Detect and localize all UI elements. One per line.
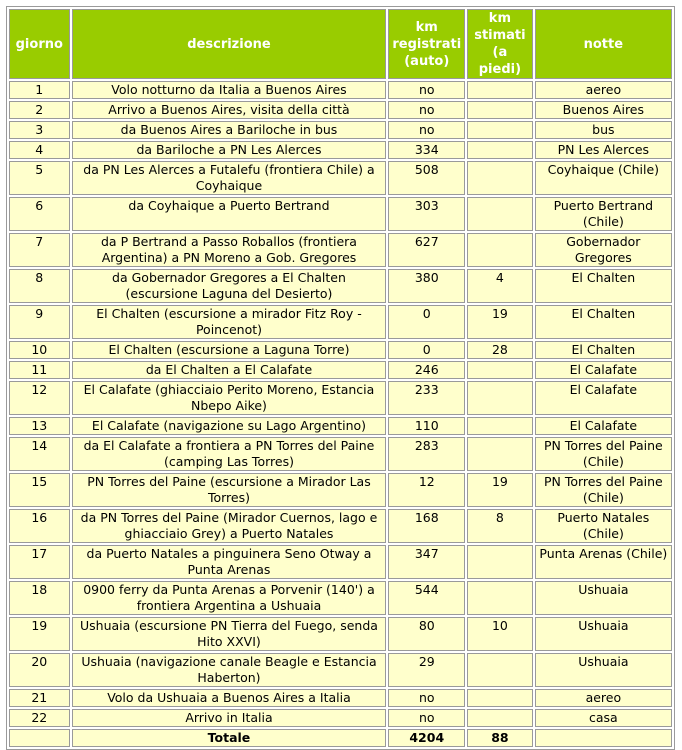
cell-notte: El Chalten xyxy=(535,305,672,339)
cell-km-auto: no xyxy=(388,101,465,119)
table-row xyxy=(9,161,672,195)
cell-giorno: 8 xyxy=(9,269,70,303)
cell-giorno: 13 xyxy=(9,417,70,435)
table-row xyxy=(9,141,672,159)
cell-giorno: 6 xyxy=(9,197,70,231)
table-row xyxy=(9,617,672,651)
total-empty-cell xyxy=(535,729,672,747)
table-row xyxy=(9,341,672,359)
cell-giorno: 21 xyxy=(9,689,70,707)
cell-km-piedi xyxy=(467,101,533,119)
total-km-auto: 4204 xyxy=(388,729,465,747)
cell-descrizione: da PN Torres del Paine (Mirador Cuernos, lago e ghiacciaio Grey) a Puerto Natales xyxy=(72,509,387,543)
cell-giorno: 16 xyxy=(9,509,70,543)
cell-giorno: 4 xyxy=(9,141,70,159)
cell-km-piedi xyxy=(467,417,533,435)
table-row xyxy=(9,689,672,707)
cell-notte: PN Torres del Paine (Chile) xyxy=(535,437,672,471)
cell-km-auto: no xyxy=(388,689,465,707)
table-row xyxy=(9,121,672,139)
cell-giorno: 15 xyxy=(9,473,70,507)
cell-notte: El Calafate xyxy=(535,417,672,435)
cell-descrizione: da El Chalten a El Calafate xyxy=(72,361,387,379)
cell-descrizione: Arrivo in Italia xyxy=(72,709,387,727)
header-km-piedi: km stimati (a piedi) xyxy=(467,9,533,79)
cell-km-auto: 110 xyxy=(388,417,465,435)
cell-km-piedi xyxy=(467,161,533,195)
cell-notte: El Chalten xyxy=(535,269,672,303)
cell-descrizione: Volo notturno da Italia a Buenos Aires xyxy=(72,81,387,99)
cell-km-auto: 246 xyxy=(388,361,465,379)
cell-notte: El Calafate xyxy=(535,381,672,415)
cell-notte: Gobernador Gregores xyxy=(535,233,672,267)
cell-notte: El Calafate xyxy=(535,361,672,379)
cell-km-auto: 283 xyxy=(388,437,465,471)
cell-notte: Puerto Bertrand (Chile) xyxy=(535,197,672,231)
header-giorno: giorno xyxy=(9,9,70,79)
cell-descrizione: da Gobernador Gregores a El Chalten (escursione Laguna del Desierto) xyxy=(72,269,387,303)
table-row xyxy=(9,233,672,267)
table-row xyxy=(9,709,672,727)
table-row xyxy=(9,417,672,435)
table-row xyxy=(9,381,672,415)
cell-km-auto: no xyxy=(388,81,465,99)
cell-km-piedi: 19 xyxy=(467,305,533,339)
cell-km-auto: 544 xyxy=(388,581,465,615)
cell-km-piedi xyxy=(467,689,533,707)
table-row xyxy=(9,197,672,231)
cell-giorno: 12 xyxy=(9,381,70,415)
total-empty-cell xyxy=(9,729,70,747)
cell-km-piedi xyxy=(467,141,533,159)
cell-descrizione: El Chalten (escursione a mirador Fitz Roy - Poincenot) xyxy=(72,305,387,339)
cell-notte: aereo xyxy=(535,81,672,99)
cell-descrizione: Volo da Ushuaia a Buenos Aires a Italia xyxy=(72,689,387,707)
cell-descrizione: Ushuaia (escursione PN Tierra del Fuego, senda Hito XXVI) xyxy=(72,617,387,651)
cell-km-piedi: 8 xyxy=(467,509,533,543)
table-row xyxy=(9,437,672,471)
cell-km-piedi xyxy=(467,709,533,727)
header-row xyxy=(9,9,672,79)
cell-notte: casa xyxy=(535,709,672,727)
total-km-piedi: 88 xyxy=(467,729,533,747)
table-row xyxy=(9,473,672,507)
cell-giorno: 5 xyxy=(9,161,70,195)
cell-km-auto: 29 xyxy=(388,653,465,687)
cell-giorno: 17 xyxy=(9,545,70,579)
header-km-auto: km registrati (auto) xyxy=(388,9,465,79)
table-row xyxy=(9,361,672,379)
cell-giorno: 3 xyxy=(9,121,70,139)
cell-km-piedi: 19 xyxy=(467,473,533,507)
table-row xyxy=(9,81,672,99)
table-row xyxy=(9,581,672,615)
cell-descrizione: da Puerto Natales a pinguinera Seno Otway a Punta Arenas xyxy=(72,545,387,579)
cell-notte: PN Les Alerces xyxy=(535,141,672,159)
cell-km-auto: 80 xyxy=(388,617,465,651)
cell-descrizione: da Coyhaique a Puerto Bertrand xyxy=(72,197,387,231)
cell-km-auto: 334 xyxy=(388,141,465,159)
cell-giorno: 14 xyxy=(9,437,70,471)
cell-descrizione: El Chalten (escursione a Laguna Torre) xyxy=(72,341,387,359)
cell-notte: El Chalten xyxy=(535,341,672,359)
cell-giorno: 9 xyxy=(9,305,70,339)
cell-giorno: 19 xyxy=(9,617,70,651)
itinerary-table xyxy=(6,6,675,750)
cell-notte: aereo xyxy=(535,689,672,707)
cell-km-auto: 12 xyxy=(388,473,465,507)
cell-descrizione: PN Torres del Paine (escursione a Mirador Las Torres) xyxy=(72,473,387,507)
table-row xyxy=(9,653,672,687)
cell-km-piedi xyxy=(467,581,533,615)
cell-giorno: 7 xyxy=(9,233,70,267)
cell-giorno: 18 xyxy=(9,581,70,615)
cell-giorno: 20 xyxy=(9,653,70,687)
cell-notte: Puerto Natales (Chile) xyxy=(535,509,672,543)
cell-descrizione: El Calafate (ghiacciaio Perito Moreno, Estancia Nbepo Aike) xyxy=(72,381,387,415)
cell-descrizione: da Bariloche a PN Les Alerces xyxy=(72,141,387,159)
cell-km-piedi: 4 xyxy=(467,269,533,303)
cell-km-piedi xyxy=(467,437,533,471)
cell-km-piedi xyxy=(467,233,533,267)
header-notte: notte xyxy=(535,9,672,79)
cell-km-auto: 0 xyxy=(388,341,465,359)
cell-descrizione: Ushuaia (navigazione canale Beagle e Estancia Haberton) xyxy=(72,653,387,687)
cell-notte: Ushuaia xyxy=(535,653,672,687)
table-row xyxy=(9,101,672,119)
cell-giorno: 10 xyxy=(9,341,70,359)
cell-descrizione: da Buenos Aires a Bariloche in bus xyxy=(72,121,387,139)
cell-km-auto: no xyxy=(388,121,465,139)
cell-notte: Punta Arenas (Chile) xyxy=(535,545,672,579)
cell-km-piedi xyxy=(467,121,533,139)
cell-km-piedi: 10 xyxy=(467,617,533,651)
cell-notte: Buenos Aires xyxy=(535,101,672,119)
cell-giorno: 1 xyxy=(9,81,70,99)
cell-km-auto: 303 xyxy=(388,197,465,231)
cell-giorno: 2 xyxy=(9,101,70,119)
cell-descrizione: da PN Les Alerces a Futalefu (frontiera Chile) a Coyhaique xyxy=(72,161,387,195)
total-label: Totale xyxy=(72,729,387,747)
cell-descrizione: El Calafate (navigazione su Lago Argentino) xyxy=(72,417,387,435)
cell-km-piedi: 28 xyxy=(467,341,533,359)
cell-descrizione: Arrivo a Buenos Aires, visita della città xyxy=(72,101,387,119)
cell-km-auto: 233 xyxy=(388,381,465,415)
cell-notte: Coyhaique (Chile) xyxy=(535,161,672,195)
cell-km-piedi xyxy=(467,81,533,99)
cell-km-piedi xyxy=(467,381,533,415)
cell-notte: Ushuaia xyxy=(535,581,672,615)
cell-km-auto: 0 xyxy=(388,305,465,339)
cell-km-auto: 347 xyxy=(388,545,465,579)
cell-giorno: 11 xyxy=(9,361,70,379)
table-row xyxy=(9,305,672,339)
cell-descrizione: da P Bertrand a Passo Roballos (frontiera Argentina) a PN Moreno a Gob. Gregores xyxy=(72,233,387,267)
table-row xyxy=(9,269,672,303)
table-row xyxy=(9,545,672,579)
cell-km-piedi xyxy=(467,545,533,579)
cell-descrizione: 0900 ferry da Punta Arenas a Porvenir (140') a frontiera Argentina a Ushuaia xyxy=(72,581,387,615)
table-body xyxy=(9,81,672,727)
cell-notte: bus xyxy=(535,121,672,139)
cell-km-auto: 168 xyxy=(388,509,465,543)
total-row xyxy=(9,729,672,747)
header-descrizione: descrizione xyxy=(72,9,387,79)
cell-notte: Ushuaia xyxy=(535,617,672,651)
cell-km-auto: no xyxy=(388,709,465,727)
cell-descrizione: da El Calafate a frontiera a PN Torres del Paine (camping Las Torres) xyxy=(72,437,387,471)
cell-giorno: 22 xyxy=(9,709,70,727)
cell-km-piedi xyxy=(467,197,533,231)
cell-km-piedi xyxy=(467,361,533,379)
cell-km-auto: 508 xyxy=(388,161,465,195)
table-row xyxy=(9,509,672,543)
cell-notte: PN Torres del Paine (Chile) xyxy=(535,473,672,507)
cell-km-piedi xyxy=(467,653,533,687)
cell-km-auto: 627 xyxy=(388,233,465,267)
cell-km-auto: 380 xyxy=(388,269,465,303)
